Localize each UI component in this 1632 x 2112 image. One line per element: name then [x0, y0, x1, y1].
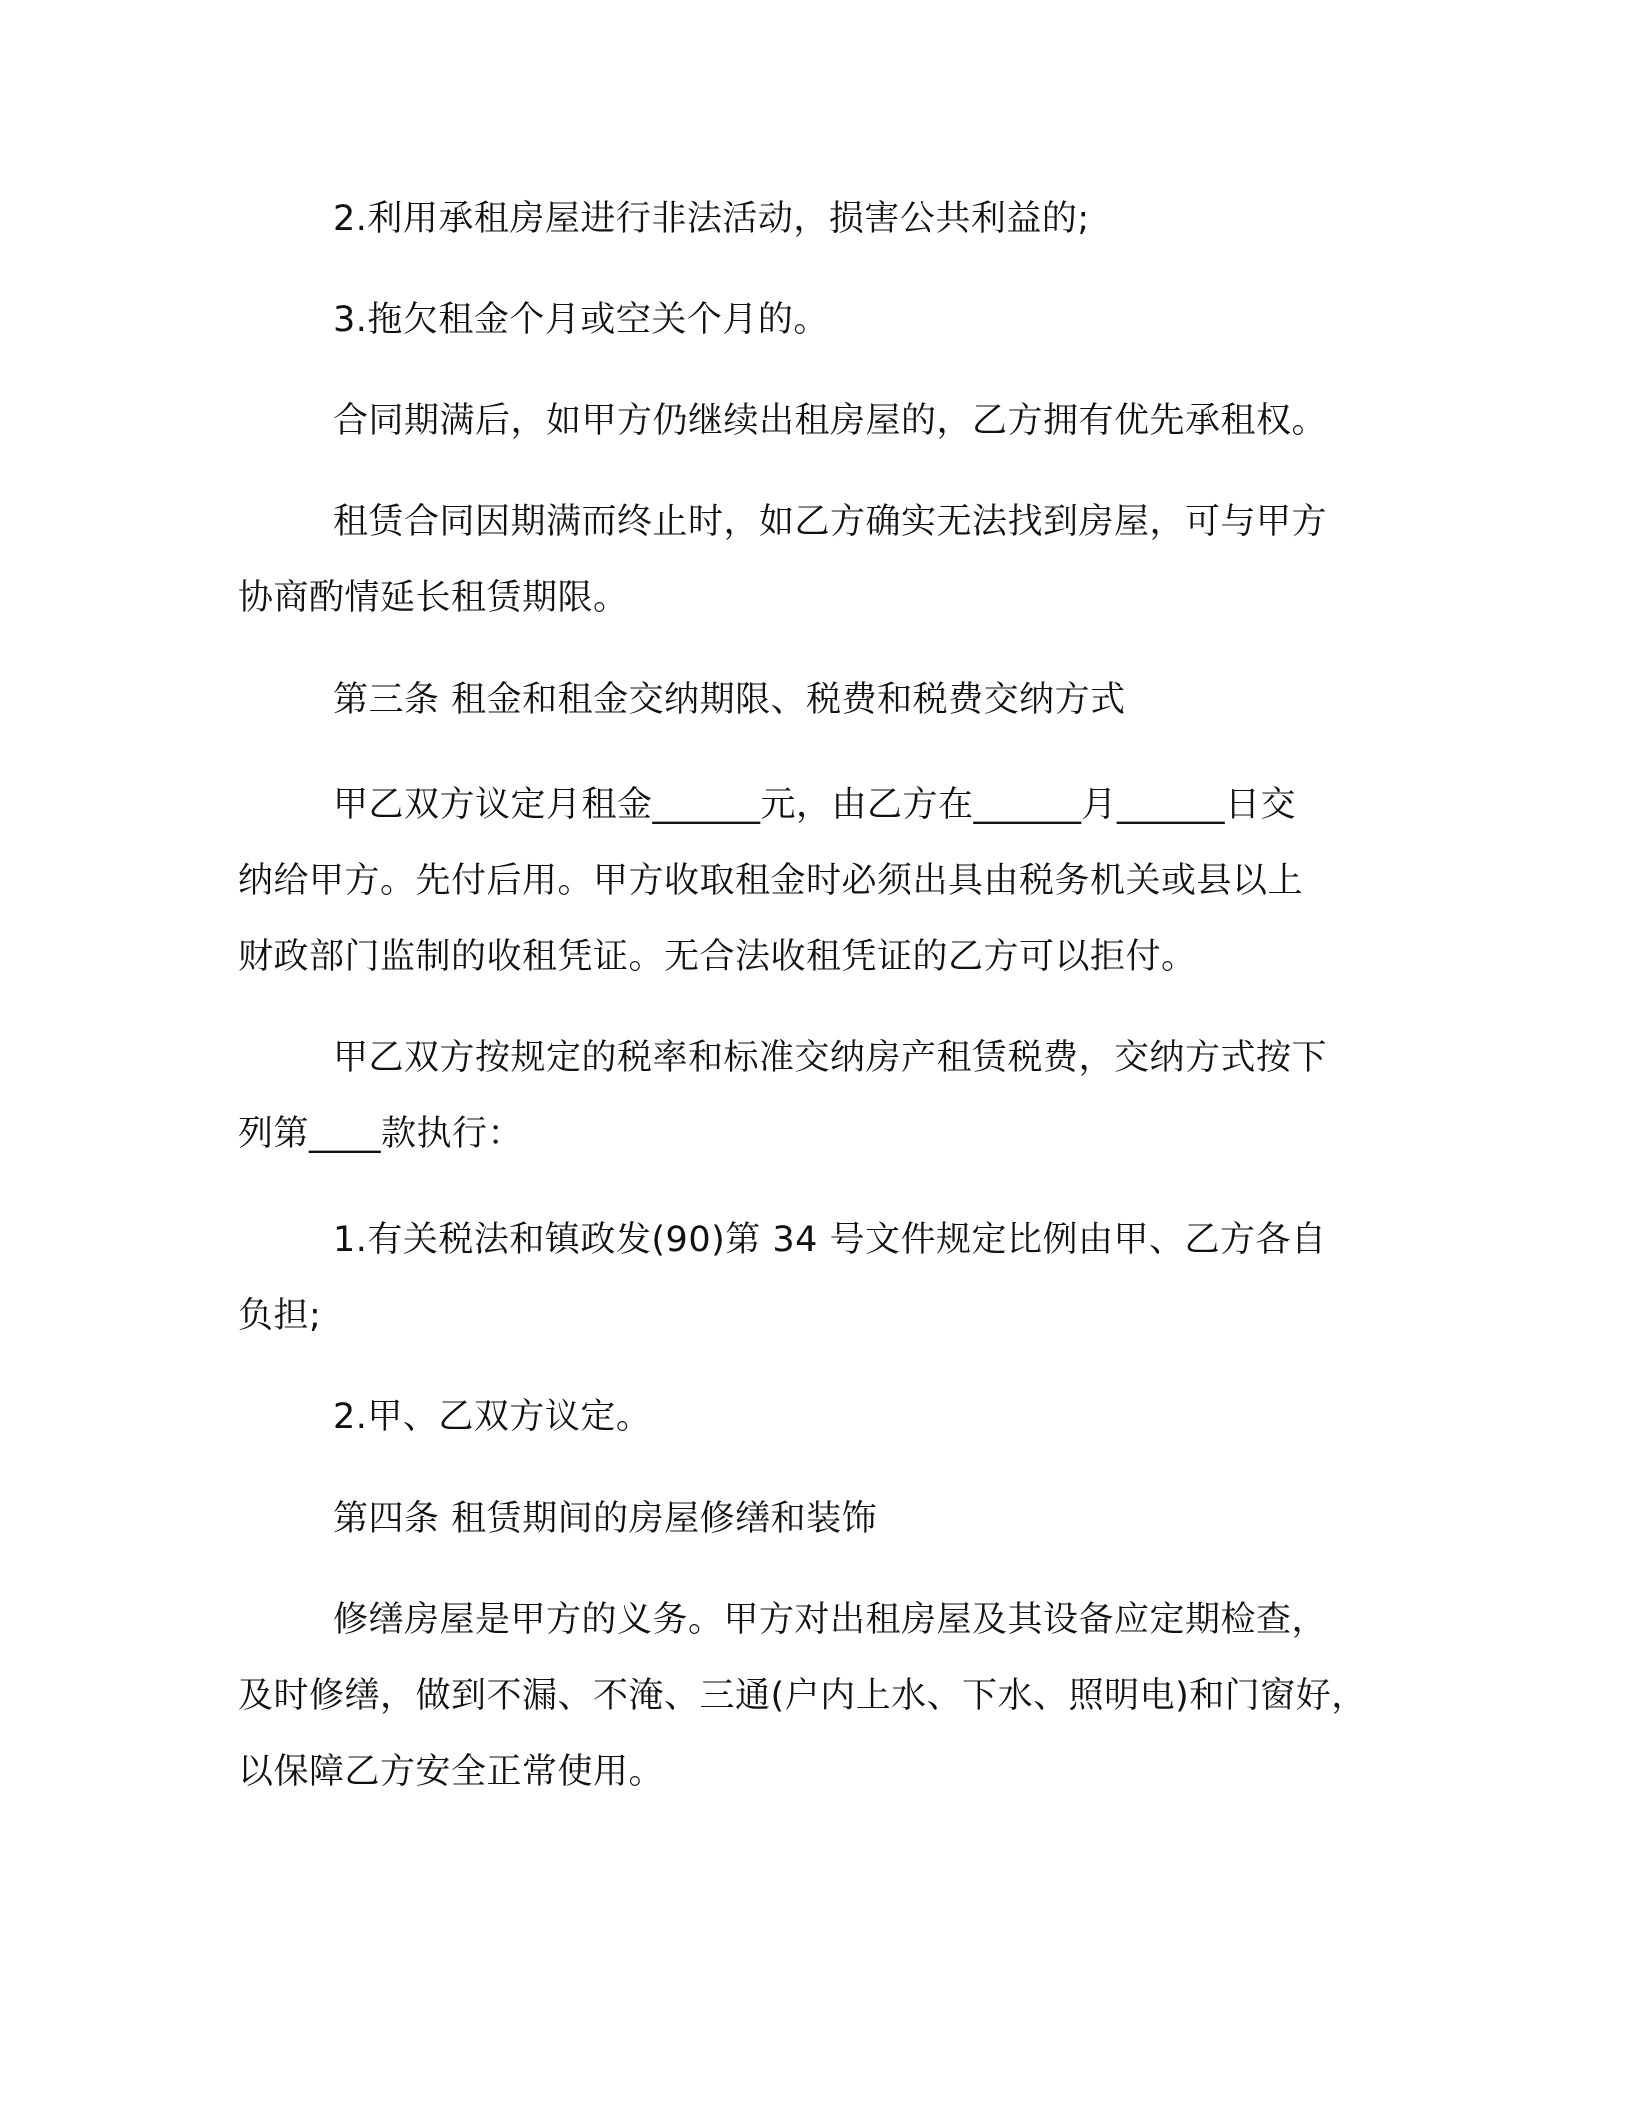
paragraph-extension-line2: 协商酌情延长租赁期限。 — [238, 578, 629, 618]
paragraph-priority-lease: 合同期满后，如甲方仍继续出租房屋的，乙方拥有优先承租权。 — [333, 401, 1328, 441]
section-heading-article-3: 第三条 租金和租金交纳期限、税费和税费交纳方式 — [333, 680, 1126, 720]
paragraph-tax-line1: 甲乙双方按规定的税率和标准交纳房产租赁税费，交纳方式按下 — [333, 1038, 1328, 1078]
paragraph-rent-line2: 纳给甲方。先付后用。甲方收取租金时必须出具由税务机关或县以上 — [238, 861, 1304, 901]
paragraph-rent-line1: 甲乙双方议定月租金______元，由乙方在______月______日交 — [333, 785, 1297, 825]
paragraph-extension-line1: 租赁合同因期满而终止时，如乙方确实无法找到房屋，可与甲方 — [333, 502, 1328, 542]
paragraph-repair-line1: 修缮房屋是甲方的义务。甲方对出租房屋及其设备应定期检查， — [333, 1600, 1328, 1640]
paragraph-repair-line2: 及时修缮，做到不漏、不淹、三通(户内上水、下水、照明电)和门窗好， — [238, 1676, 1367, 1716]
paragraph-tax-option1-line2: 负担; — [238, 1296, 322, 1336]
section-heading-article-4: 第四条 租赁期间的房屋修缮和装饰 — [333, 1499, 878, 1539]
paragraph-item-3: 3.拖欠租金个月或空关个月的。 — [333, 300, 829, 340]
paragraph-tax-line2: 列第____款执行： — [238, 1114, 524, 1154]
paragraph-item-2: 2.利用承租房屋进行非法活动，损害公共利益的; — [333, 199, 1090, 239]
paragraph-repair-line3: 以保障乙方安全正常使用。 — [238, 1752, 665, 1792]
paragraph-tax-option1-line1: 1.有关税法和镇政发(90)第 34 号文件规定比例由甲、乙方各自 — [333, 1220, 1327, 1260]
paragraph-tax-option2: 2.甲、乙双方议定。 — [333, 1397, 652, 1437]
paragraph-rent-line3: 财政部门监制的收租凭证。无合法收租凭证的乙方可以拒付。 — [238, 937, 1197, 977]
